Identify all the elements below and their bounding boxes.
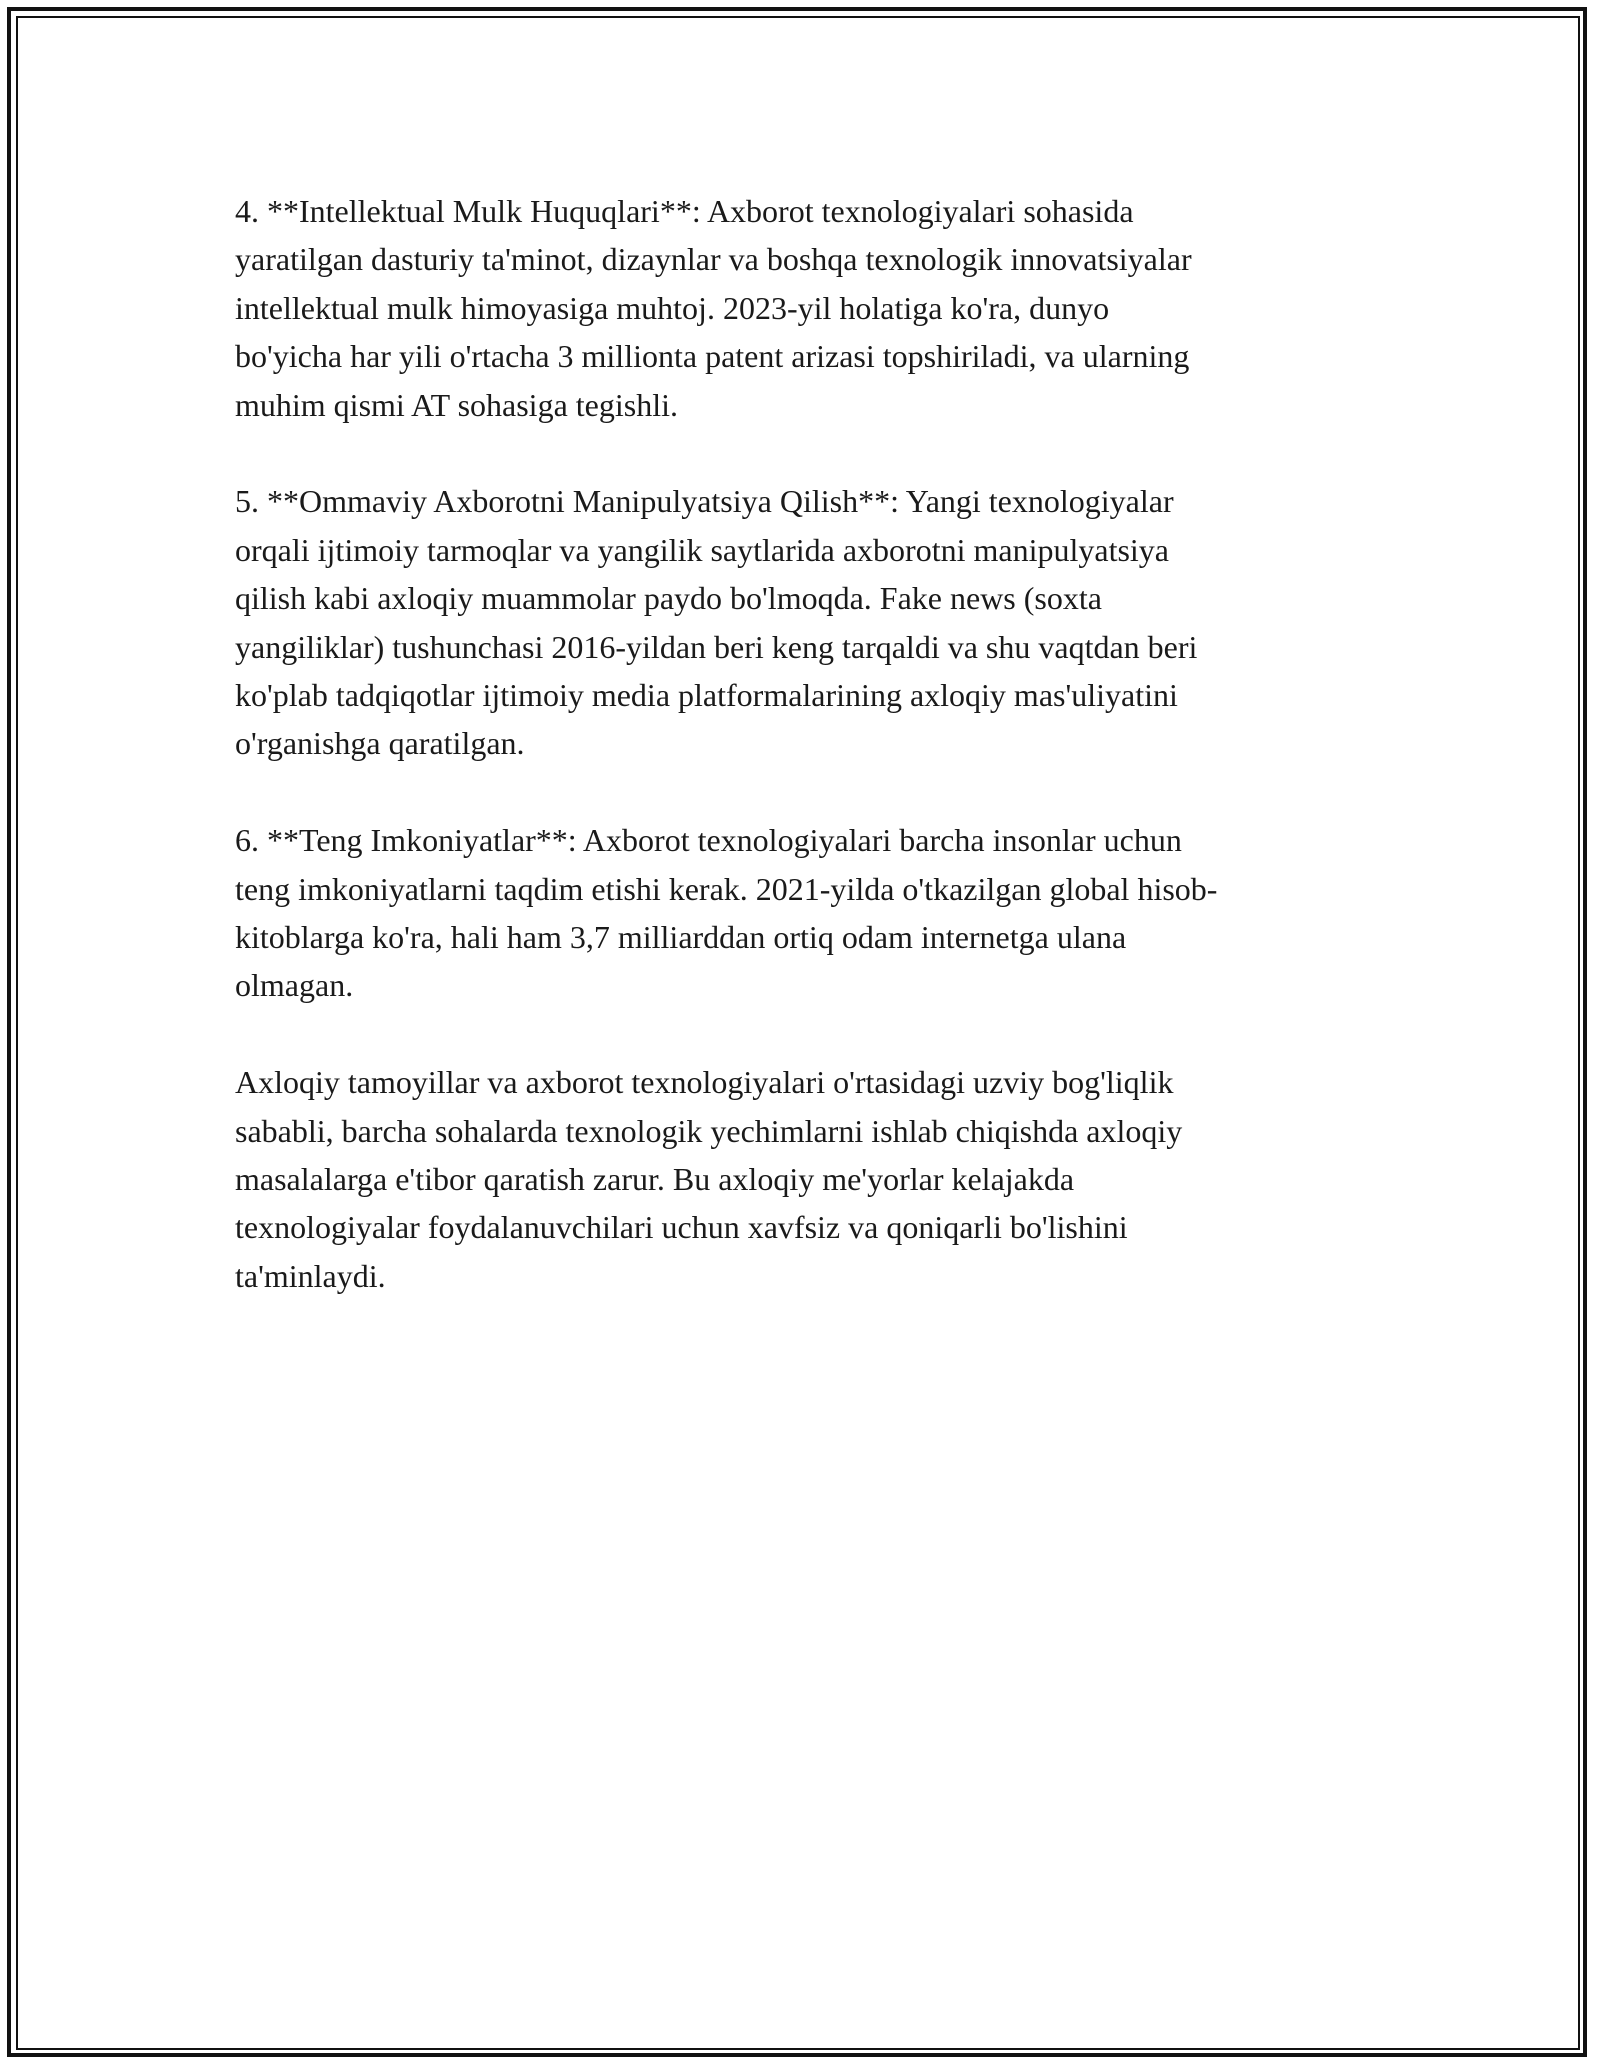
text-line: 6. **Teng Imkoniyatlar**: Axborot texnologiyalari barcha insonlar uchun bbox=[235, 822, 1182, 859]
text-line: texnologiyalar foydalanuvchilari uchun xavfsiz va qoniqarli bo'lishini bbox=[235, 1209, 1128, 1246]
text-line: yaratilgan dasturiy ta'minot, dizaynlar va boshqa texnologik innovatsiyalar bbox=[235, 241, 1192, 278]
text-line: yangiliklar) tushunchasi 2016-yildan beri keng tarqaldi va shu vaqtdan beri bbox=[235, 628, 1198, 665]
text-line: ta'minlaydi. bbox=[235, 1257, 386, 1294]
text-line: orqali ijtimoiy tarmoqlar va yangilik saytlarida axborotni manipulyatsiya bbox=[235, 531, 1169, 568]
text-line: Axloqiy tamoyillar va axborot texnologiyalari o'rtasidagi uzviy bog'liqlik bbox=[235, 1064, 1174, 1101]
document-body bbox=[235, 187, 1375, 1349]
text-line: masalalarga e'tibor qaratish zarur. Bu axloqiy me'yorlar kelajakda bbox=[235, 1161, 1075, 1198]
text-line: kitoblarga ko'ra, hali ham 3,7 milliarddan ortiq odam internetga ulana bbox=[235, 919, 1127, 956]
text-line: bo'yicha har yili o'rtacha 3 millionta patent arizasi topshiriladi, va ularning bbox=[235, 338, 1190, 375]
text-line: teng imkoniyatlarni taqdim etishi kerak. 2021-yilda o'tkazilgan global hisob- bbox=[235, 870, 1218, 907]
text-line: ko'plab tadqiqotlar ijtimoiy media platformalarining axloqiy mas'uliyatini bbox=[235, 677, 1178, 714]
paragraph-information-manipulation bbox=[235, 477, 1375, 767]
text-line: 4. **Intellektual Mulk Huquqlari**: Axborot texnologiyalari sohasida bbox=[235, 193, 1134, 229]
text-line: 5. **Ommaviy Axborotni Manipulyatsiya Qilish**: Yangi texnologiyalar bbox=[235, 483, 1174, 520]
text-line: olmagan. bbox=[235, 967, 354, 1004]
text-line: intellektual mulk himoyasiga muhtoj. 2023-yil holatiga ko'ra, dunyo bbox=[235, 289, 1110, 326]
text-line: qilish kabi axloqiy muammolar paydo bo'lmoqda. Fake news (soxta bbox=[235, 580, 1102, 617]
text-line: muhim qismi AT sohasiga tegishli. bbox=[235, 386, 678, 423]
paragraph-intellectual-property bbox=[235, 187, 1375, 429]
text-line: o'rganishga qaratilgan. bbox=[235, 725, 525, 762]
paragraph-equal-opportunities bbox=[235, 816, 1375, 1010]
paragraph-conclusion bbox=[235, 1058, 1375, 1300]
text-line: sababli, barcha sohalarda texnologik yechimlarni ishlab chiqishda axloqiy bbox=[235, 1112, 1183, 1149]
